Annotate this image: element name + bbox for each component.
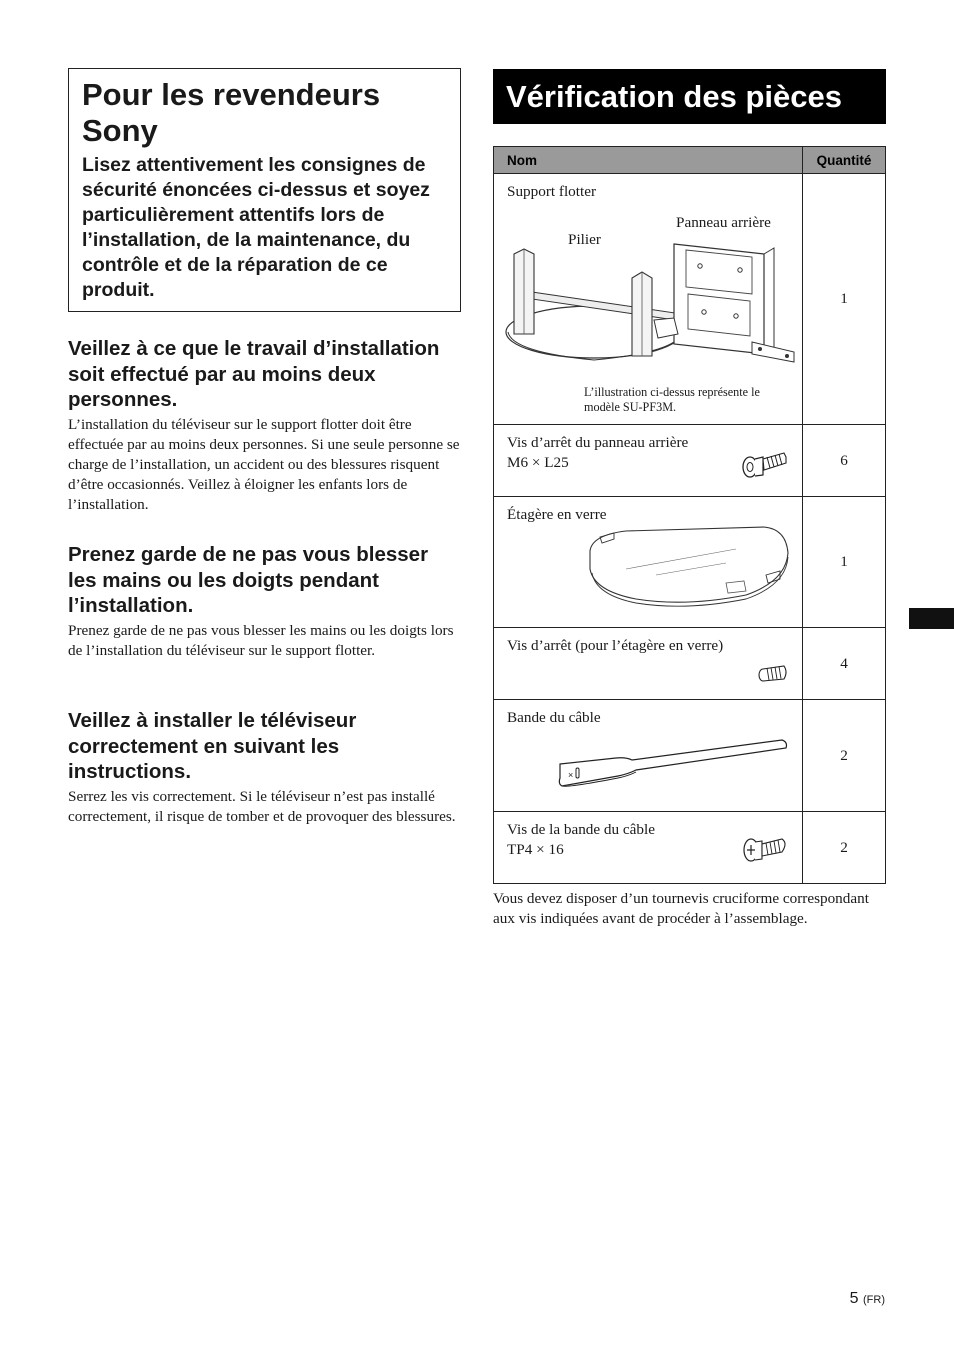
quantity-cell: 1 bbox=[803, 497, 886, 628]
part-name-line1: Vis d’arrêt du panneau arrière bbox=[507, 434, 689, 451]
table-row bbox=[494, 425, 886, 497]
quantity-cell: 4 bbox=[803, 628, 886, 700]
part-name bbox=[507, 820, 655, 860]
quantity-cell: 2 bbox=[803, 700, 886, 812]
section-title: Veillez à ce que le travail d’installation soit effectué par au moins deux personnes. bbox=[68, 337, 440, 411]
section-title: Veillez à installer le téléviseur correctement en suivant les instructions. bbox=[68, 709, 357, 783]
tool-note: Vous devez disposer d’un tournevis cruciforme correspondant aux vis indiquées avant de procéder à l’assemblage. bbox=[493, 890, 869, 927]
part-name: Support flotter bbox=[507, 183, 597, 200]
cable-screw-icon bbox=[742, 830, 790, 866]
quantity-cell: 1 bbox=[803, 174, 886, 425]
section-body: Prenez garde de ne pas vous blesser les mains ou les doigts lors de l’installation du téléviseur sur le support flotter. bbox=[68, 621, 454, 659]
parts-title: Vérification des pièces bbox=[506, 79, 842, 114]
part-cell bbox=[494, 812, 802, 883]
section-title: Prenez garde de ne pas vous blesser les mains ou les doigts pendant l’installation. bbox=[68, 543, 429, 617]
part-name: Étagère en verre bbox=[507, 506, 607, 523]
part-name: Vis d’arrêt (pour l’étagère en verre) bbox=[507, 637, 724, 654]
part-cell bbox=[494, 497, 802, 627]
part-name bbox=[507, 433, 688, 473]
small-screw-icon bbox=[758, 664, 790, 684]
table-row bbox=[494, 174, 886, 425]
table-row bbox=[494, 497, 886, 628]
label-panneau: Panneau arrière bbox=[676, 214, 771, 231]
dealer-notice bbox=[68, 68, 461, 312]
svg-text:×: × bbox=[568, 770, 574, 780]
parts-table bbox=[493, 146, 886, 884]
dealer-notice-box bbox=[68, 68, 461, 312]
part-name-line1: Vis de la bande du câble bbox=[507, 821, 655, 838]
quantity-cell: 2 bbox=[803, 812, 886, 884]
part-name: Bande du câble bbox=[507, 709, 601, 726]
part-name-line2: TP4 × 16 bbox=[507, 841, 564, 858]
part-cell bbox=[494, 700, 802, 811]
stand-illustration bbox=[502, 224, 802, 366]
side-tab-marker bbox=[909, 608, 954, 629]
section-two-persons bbox=[68, 336, 461, 515]
bolt-washer-icon bbox=[740, 443, 790, 481]
page-number bbox=[850, 1289, 885, 1310]
page-number-value: 5 bbox=[849, 1290, 859, 1307]
table-row bbox=[494, 700, 886, 812]
glass-shelf-icon bbox=[586, 523, 792, 607]
header-name: Nom bbox=[494, 147, 803, 174]
cable-band-icon bbox=[556, 734, 790, 792]
section-hand-injury bbox=[68, 542, 461, 661]
page-number-suffix: (FR) bbox=[863, 1294, 885, 1306]
table-row bbox=[494, 812, 886, 884]
table-row bbox=[494, 628, 886, 700]
part-name-line2: M6 × L25 bbox=[507, 454, 569, 471]
quantity-cell: 6 bbox=[803, 425, 886, 497]
stand-caption: L’illustration ci-dessus représente le modèle SU-PF3M. bbox=[584, 385, 760, 414]
parts-title-bar bbox=[493, 69, 886, 124]
part-cell bbox=[494, 425, 802, 496]
dealer-title: Pour les revendeurs Sony bbox=[82, 77, 381, 148]
section-body: L’installation du téléviseur sur le support flotter doit être effectuée par au moins deux personnes. Si une seule personne se charge de l’installation, un accident ou des blessures risquent d’être occasionnés. Veillez à éloigner les enfants lors de l’installation. bbox=[68, 415, 460, 513]
label-pilier: Pilier bbox=[568, 231, 601, 248]
part-cell bbox=[494, 174, 802, 424]
header-quantity: Quantité bbox=[803, 147, 886, 174]
section-install-correctly bbox=[68, 708, 461, 827]
section-body: Serrez les vis correctement. Si le téléviseur n’est pas installé correctement, il risque de tomber et de provoquer des blessures. bbox=[68, 787, 456, 825]
table-header-row bbox=[494, 147, 886, 174]
part-cell bbox=[494, 628, 802, 699]
dealer-body: Lisez attentivement les consignes de sécurité énoncées ci-dessus et soyez particulièrement attentifs lors de l’installation, de la maintenance, du contrôle et de la réparation de ce produit. bbox=[82, 154, 430, 301]
